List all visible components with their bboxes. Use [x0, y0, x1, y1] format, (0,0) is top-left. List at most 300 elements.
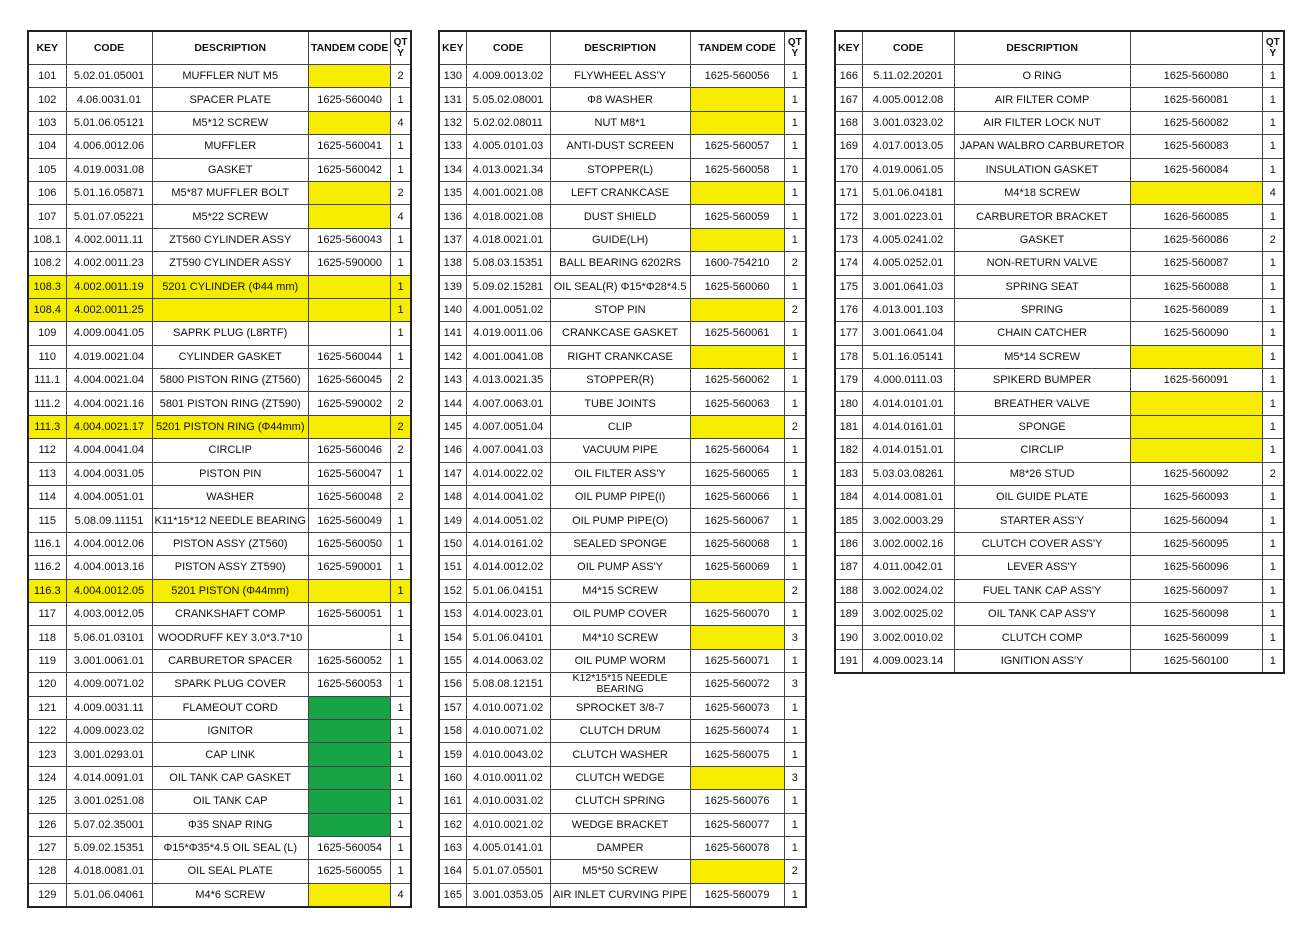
cell-key: 151 — [439, 556, 466, 579]
cell-code: 3.001.0251.08 — [66, 790, 152, 813]
table-row — [439, 462, 806, 485]
cell-tandem-code: 1625-560046 — [308, 439, 390, 462]
cell-code: 3.001.0353.05 — [466, 883, 550, 907]
table-row — [28, 345, 411, 368]
cell-description: M5*50 SCREW — [550, 860, 690, 883]
cell-tandem-code: 1625-560057 — [690, 135, 784, 158]
cell-code: 5.01.06.04101 — [466, 626, 550, 649]
cell-code: 4.017.0013.05 — [862, 135, 954, 158]
cell-tandem-code: 1625-560080 — [1130, 65, 1262, 88]
cell-code: 4.007.0051.04 — [466, 415, 550, 438]
cell-tandem-code: 1625-560100 — [1130, 649, 1262, 673]
cell-code: 4.004.0021.16 — [66, 392, 152, 415]
cell-qty: 1 — [1262, 392, 1284, 415]
cell-qty: 1 — [784, 790, 806, 813]
cell-tandem-code — [308, 181, 390, 204]
cell-code: 4.018.0021.08 — [466, 205, 550, 228]
cell-qty: 1 — [784, 556, 806, 579]
table-body — [835, 65, 1284, 674]
cell-key: 187 — [835, 556, 862, 579]
cell-code: 5.01.07.05501 — [466, 860, 550, 883]
cell-key: 111.2 — [28, 392, 66, 415]
cell-code: 3.001.0293.01 — [66, 743, 152, 766]
cell-code: 5.08.08.12151 — [466, 673, 550, 696]
cell-tandem-code — [308, 298, 390, 321]
cell-key: 160 — [439, 766, 466, 789]
cell-key: 116.2 — [28, 556, 66, 579]
cell-key: 171 — [835, 181, 862, 204]
cell-code: 4.005.0241.02 — [862, 228, 954, 251]
cell-description: 5801 PISTON RING (ZT590) — [152, 392, 308, 415]
cell-qty: 2 — [784, 579, 806, 602]
parts-table-2 — [438, 30, 807, 908]
header-description: DESCRIPTION — [954, 31, 1130, 65]
cell-key: 136 — [439, 205, 466, 228]
table-row — [28, 65, 411, 88]
cell-code: 4.010.0021.02 — [466, 813, 550, 836]
cell-qty: 1 — [391, 275, 411, 298]
cell-description: AIR FILTER LOCK NUT — [954, 111, 1130, 134]
cell-code: 3.001.0641.04 — [862, 322, 954, 345]
cell-description: K12*15*15 NEEDLE BEARING — [550, 673, 690, 696]
cell-key: 161 — [439, 790, 466, 813]
table-row — [439, 298, 806, 321]
table-row — [835, 579, 1284, 602]
table-row — [28, 275, 411, 298]
cell-code: 4.006.0012.06 — [66, 135, 152, 158]
cell-description: CLUTCH DRUM — [550, 719, 690, 742]
cell-qty: 1 — [1262, 486, 1284, 509]
cell-description: 5800 PISTON RING (ZT560) — [152, 369, 308, 392]
cell-qty: 2 — [784, 860, 806, 883]
cell-description: M4*15 SCREW — [550, 579, 690, 602]
cell-qty: 1 — [784, 65, 806, 88]
table-row — [28, 509, 411, 532]
cell-qty: 1 — [1262, 111, 1284, 134]
table-row — [835, 649, 1284, 673]
table-row — [439, 579, 806, 602]
cell-code: 4.009.0071.02 — [66, 673, 152, 696]
table-row — [439, 532, 806, 555]
cell-tandem-code: 1625-560084 — [1130, 158, 1262, 181]
cell-description: OIL TANK CAP ASS'Y — [954, 602, 1130, 625]
header-tandem-code: TANDEM CODE — [690, 31, 784, 65]
cell-code: 4.005.0101.03 — [466, 135, 550, 158]
cell-tandem-code: 1625-560063 — [690, 392, 784, 415]
cell-description: PISTON ASSY (ZT560) — [152, 532, 308, 555]
cell-code: 4.014.0081.01 — [862, 486, 954, 509]
cell-qty: 1 — [1262, 509, 1284, 532]
cell-key: 123 — [28, 743, 66, 766]
cell-tandem-code: 1625-560058 — [690, 158, 784, 181]
cell-key: 130 — [439, 65, 466, 88]
cell-qty: 1 — [1262, 532, 1284, 555]
cell-qty: 2 — [391, 65, 411, 88]
cell-code: 3.001.0223.01 — [862, 205, 954, 228]
cell-key: 147 — [439, 462, 466, 485]
header-row — [28, 31, 411, 65]
cell-key: 184 — [835, 486, 862, 509]
cell-key: 108.4 — [28, 298, 66, 321]
cell-qty: 1 — [391, 649, 411, 672]
table-row — [439, 158, 806, 181]
cell-key: 105 — [28, 158, 66, 181]
cell-code: 3.002.0003.29 — [862, 509, 954, 532]
table-row — [835, 111, 1284, 134]
table-row — [28, 111, 411, 134]
cell-tandem-code — [690, 766, 784, 789]
table-row — [439, 649, 806, 672]
cell-key: 111.1 — [28, 369, 66, 392]
cell-key: 134 — [439, 158, 466, 181]
cell-description: M5*22 SCREW — [152, 205, 308, 228]
cell-description: OIL SEAL(R) Φ15*Φ28*4.5 — [550, 275, 690, 298]
cell-code: 4.005.0252.01 — [862, 252, 954, 275]
cell-tandem-code: 1625-560077 — [690, 813, 784, 836]
table-row — [835, 439, 1284, 462]
cell-qty: 1 — [784, 88, 806, 111]
cell-key: 115 — [28, 509, 66, 532]
cell-tandem-code: 1625-560092 — [1130, 462, 1262, 485]
cell-description: LEVER ASS'Y — [954, 556, 1130, 579]
cell-tandem-code: 1625-560076 — [690, 790, 784, 813]
cell-qty: 1 — [1262, 415, 1284, 438]
cell-code: 3.001.0061.01 — [66, 649, 152, 672]
table-row — [835, 181, 1284, 204]
table-row — [28, 462, 411, 485]
table-row — [28, 626, 411, 649]
cell-qty: 1 — [784, 439, 806, 462]
cell-key: 182 — [835, 439, 862, 462]
cell-key: 179 — [835, 369, 862, 392]
cell-description: SPRING SEAT — [954, 275, 1130, 298]
cell-tandem-code: 1625-560075 — [690, 743, 784, 766]
cell-qty: 2 — [1262, 462, 1284, 485]
table-row — [835, 369, 1284, 392]
header-qty: QT Y — [1262, 31, 1284, 65]
cell-tandem-code: 1625-560082 — [1130, 111, 1262, 134]
cell-code: 5.01.16.05141 — [862, 345, 954, 368]
cell-tandem-code: 1625-560050 — [308, 532, 390, 555]
cell-code: 4.014.0012.02 — [466, 556, 550, 579]
cell-key: 181 — [835, 415, 862, 438]
cell-description: CIRCLIP — [954, 439, 1130, 462]
cell-code: 4.019.0011.06 — [466, 322, 550, 345]
cell-qty: 1 — [391, 696, 411, 719]
cell-key: 108.1 — [28, 228, 66, 251]
cell-description: IGNITION ASS'Y — [954, 649, 1130, 673]
cell-description: NON-RETURN VALVE — [954, 252, 1130, 275]
cell-qty: 1 — [784, 275, 806, 298]
cell-code: 5.09.02.15351 — [66, 836, 152, 859]
cell-description: SPONGE — [954, 415, 1130, 438]
cell-code: 5.03.03.08261 — [862, 462, 954, 485]
cell-tandem-code: 1625-590002 — [308, 392, 390, 415]
cell-key: 154 — [439, 626, 466, 649]
cell-tandem-code: 1625-560056 — [690, 65, 784, 88]
cell-tandem-code — [308, 65, 390, 88]
cell-qty: 1 — [784, 719, 806, 742]
cell-key: 173 — [835, 228, 862, 251]
cell-key: 128 — [28, 860, 66, 883]
cell-key: 168 — [835, 111, 862, 134]
table-row — [28, 392, 411, 415]
cell-key: 108.3 — [28, 275, 66, 298]
table-row — [835, 462, 1284, 485]
cell-qty: 1 — [1262, 135, 1284, 158]
cell-qty: 1 — [391, 462, 411, 485]
cell-key: 183 — [835, 462, 862, 485]
cell-key: 169 — [835, 135, 862, 158]
cell-tandem-code: 1625-560040 — [308, 88, 390, 111]
cell-description: M8*26 STUD — [954, 462, 1130, 485]
cell-qty: 1 — [391, 602, 411, 625]
table-row — [439, 181, 806, 204]
cell-description: ANTI-DUST SCREEN — [550, 135, 690, 158]
cell-code: 4.003.0012.05 — [66, 602, 152, 625]
cell-tandem-code: 1625-560062 — [690, 369, 784, 392]
cell-key: 119 — [28, 649, 66, 672]
cell-code: 4.013.0021.35 — [466, 369, 550, 392]
cell-qty: 1 — [391, 579, 411, 602]
cell-tandem-code: 1625-590001 — [308, 556, 390, 579]
cell-code: 4.018.0081.01 — [66, 860, 152, 883]
cell-description: CYLINDER GASKET — [152, 345, 308, 368]
cell-description: M4*18 SCREW — [954, 181, 1130, 204]
cell-code: 4.06.0031.01 — [66, 88, 152, 111]
cell-qty: 2 — [391, 486, 411, 509]
table-row — [28, 836, 411, 859]
header-key: KEY — [835, 31, 862, 65]
cell-code: 4.014.0161.01 — [862, 415, 954, 438]
cell-description: 5201 PISTON RING (Φ44mm) — [152, 415, 308, 438]
table-row — [28, 88, 411, 111]
cell-tandem-code — [690, 181, 784, 204]
table-row — [835, 205, 1284, 228]
cell-key: 142 — [439, 345, 466, 368]
cell-code: 4.004.0031.05 — [66, 462, 152, 485]
header-key: KEY — [439, 31, 466, 65]
cell-code: 5.01.06.04061 — [66, 883, 152, 907]
cell-key: 112 — [28, 439, 66, 462]
cell-qty: 2 — [784, 415, 806, 438]
cell-tandem-code: 1625-560064 — [690, 439, 784, 462]
cell-description: CHAIN CATCHER — [954, 322, 1130, 345]
cell-tandem-code — [308, 111, 390, 134]
table-row — [28, 322, 411, 345]
header-qty: QT Y — [391, 31, 411, 65]
cell-description: O RING — [954, 65, 1130, 88]
cell-key: 170 — [835, 158, 862, 181]
cell-code: 4.014.0161.02 — [466, 532, 550, 555]
cell-qty: 1 — [1262, 88, 1284, 111]
table-row — [28, 252, 411, 275]
cell-qty: 1 — [784, 649, 806, 672]
table-row — [28, 228, 411, 251]
cell-description: CLUTCH COMP — [954, 626, 1130, 649]
cell-qty: 4 — [391, 883, 411, 907]
cell-key: 109 — [28, 322, 66, 345]
cell-tandem-code: 1625-560098 — [1130, 602, 1262, 625]
cell-tandem-code: 1625-560072 — [690, 673, 784, 696]
table-row — [28, 649, 411, 672]
cell-qty: 1 — [391, 860, 411, 883]
cell-tandem-code: 1625-560088 — [1130, 275, 1262, 298]
cell-description: CLIP — [550, 415, 690, 438]
cell-qty: 1 — [1262, 205, 1284, 228]
cell-tandem-code: 1625-560093 — [1130, 486, 1262, 509]
cell-key: 174 — [835, 252, 862, 275]
table-row — [28, 602, 411, 625]
cell-code: 4.011.0042.01 — [862, 556, 954, 579]
cell-qty: 1 — [784, 205, 806, 228]
cell-description: K11*15*12 NEEDLE BEARING — [152, 509, 308, 532]
cell-code: 4.004.0021.04 — [66, 369, 152, 392]
cell-qty: 1 — [1262, 65, 1284, 88]
cell-tandem-code — [308, 205, 390, 228]
cell-tandem-code: 1625-560099 — [1130, 626, 1262, 649]
cell-tandem-code: 1625-560066 — [690, 486, 784, 509]
cell-key: 150 — [439, 532, 466, 555]
cell-qty: 1 — [391, 322, 411, 345]
cell-tandem-code: 1625-560054 — [308, 836, 390, 859]
cell-description: IGNITOR — [152, 719, 308, 742]
cell-description: SEALED SPONGE — [550, 532, 690, 555]
table-row — [439, 345, 806, 368]
table-row — [439, 883, 806, 907]
table-row — [439, 836, 806, 859]
cell-qty: 1 — [784, 392, 806, 415]
cell-description: CARBURETOR SPACER — [152, 649, 308, 672]
cell-description: CAP LINK — [152, 743, 308, 766]
table-row — [835, 252, 1284, 275]
cell-description: AIR INLET CURVING PIPE — [550, 883, 690, 907]
cell-key: 163 — [439, 836, 466, 859]
cell-qty: 1 — [391, 719, 411, 742]
cell-tandem-code — [690, 345, 784, 368]
cell-qty: 2 — [391, 392, 411, 415]
cell-tandem-code: 1625-560095 — [1130, 532, 1262, 555]
table-row — [439, 719, 806, 742]
table-row — [835, 486, 1284, 509]
cell-code: 4.000.0111.03 — [862, 369, 954, 392]
table-row — [439, 486, 806, 509]
table-row — [439, 860, 806, 883]
cell-key: 172 — [835, 205, 862, 228]
cell-key: 165 — [439, 883, 466, 907]
cell-key: 106 — [28, 181, 66, 204]
cell-key: 188 — [835, 579, 862, 602]
cell-qty: 1 — [391, 298, 411, 321]
cell-code: 4.001.0021.08 — [466, 181, 550, 204]
cell-tandem-code: 1625-590000 — [308, 252, 390, 275]
cell-code: 5.01.06.05121 — [66, 111, 152, 134]
table-row — [28, 415, 411, 438]
cell-code: 5.08.09.11151 — [66, 509, 152, 532]
cell-code: 4.010.0011.02 — [466, 766, 550, 789]
header-qty: QT Y — [784, 31, 806, 65]
cell-qty: 2 — [391, 369, 411, 392]
cell-key: 122 — [28, 719, 66, 742]
cell-tandem-code: 1625-560079 — [690, 883, 784, 907]
cell-qty: 1 — [784, 532, 806, 555]
table-row — [439, 252, 806, 275]
table-row — [439, 369, 806, 392]
cell-code: 4.014.0091.01 — [66, 766, 152, 789]
cell-qty: 1 — [391, 626, 411, 649]
cell-key: 145 — [439, 415, 466, 438]
table-row — [835, 556, 1284, 579]
cell-qty: 1 — [784, 369, 806, 392]
cell-description: PISTON PIN — [152, 462, 308, 485]
cell-tandem-code: 1625-560091 — [1130, 369, 1262, 392]
cell-tandem-code: 1625-560097 — [1130, 579, 1262, 602]
cell-tandem-code: 1625-560096 — [1130, 556, 1262, 579]
cell-code: 5.01.16.05871 — [66, 181, 152, 204]
cell-description: WASHER — [152, 486, 308, 509]
cell-code: 4.004.0041.04 — [66, 439, 152, 462]
cell-qty: 2 — [391, 439, 411, 462]
cell-tandem-code: 1625-560053 — [308, 673, 390, 696]
cell-code: 4.009.0031.11 — [66, 696, 152, 719]
cell-description: OIL PUMP COVER — [550, 602, 690, 625]
cell-key: 125 — [28, 790, 66, 813]
table-row — [835, 392, 1284, 415]
cell-key: 135 — [439, 181, 466, 204]
cell-qty: 1 — [784, 158, 806, 181]
cell-key: 132 — [439, 111, 466, 134]
cell-code: 4.009.0013.02 — [466, 65, 550, 88]
cell-qty: 1 — [1262, 439, 1284, 462]
header-code: CODE — [862, 31, 954, 65]
cell-tandem-code: 1625-560060 — [690, 275, 784, 298]
cell-code: 4.014.0041.02 — [466, 486, 550, 509]
cell-qty: 1 — [784, 836, 806, 859]
cell-description: OIL PUMP ASS'Y — [550, 556, 690, 579]
cell-key: 177 — [835, 322, 862, 345]
cell-code: 4.004.0012.06 — [66, 532, 152, 555]
cell-qty: 1 — [784, 509, 806, 532]
cell-tandem-code — [1130, 181, 1262, 204]
cell-description: GUIDE(LH) — [550, 228, 690, 251]
table-row — [439, 275, 806, 298]
cell-tandem-code: 1625-560048 — [308, 486, 390, 509]
table-row — [28, 860, 411, 883]
cell-key: 137 — [439, 228, 466, 251]
cell-description: CARBURETOR BRACKET — [954, 205, 1130, 228]
cell-code: 4.004.0021.17 — [66, 415, 152, 438]
cell-key: 127 — [28, 836, 66, 859]
table-row — [28, 696, 411, 719]
cell-description: CLUTCH COVER ASS'Y — [954, 532, 1130, 555]
cell-code: 3.002.0010.02 — [862, 626, 954, 649]
cell-code: 4.010.0031.02 — [466, 790, 550, 813]
cell-qty: 2 — [391, 415, 411, 438]
table-row — [835, 345, 1284, 368]
cell-qty: 1 — [391, 252, 411, 275]
table-row — [439, 135, 806, 158]
cell-code: 3.002.0002.16 — [862, 532, 954, 555]
cell-code: 5.01.06.04151 — [466, 579, 550, 602]
cell-description: VACUUM PIPE — [550, 439, 690, 462]
cell-description: SPIKERD BUMPER — [954, 369, 1130, 392]
cell-description: DUST SHIELD — [550, 205, 690, 228]
cell-tandem-code: 1625-560065 — [690, 462, 784, 485]
cell-code: 4.004.0013.16 — [66, 556, 152, 579]
cell-key: 113 — [28, 462, 66, 485]
table-row — [28, 135, 411, 158]
cell-description: ZT560 CYLINDER ASSY — [152, 228, 308, 251]
